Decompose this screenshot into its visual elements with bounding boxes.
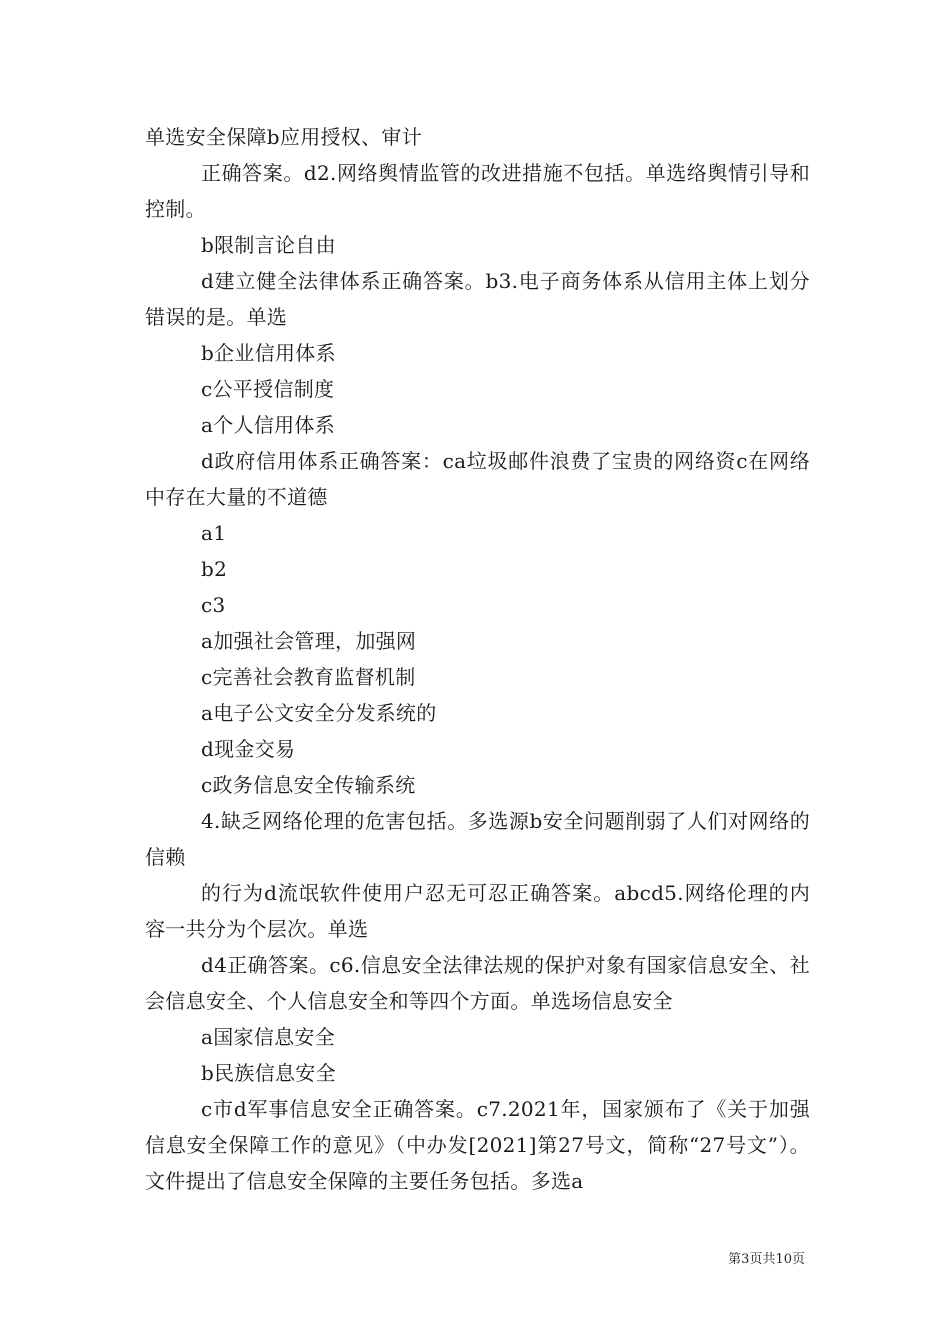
paragraph: a电子公文安全分发系统的 — [201, 701, 437, 725]
paragraph: 4.缺乏网络伦理的危害包括。多选源b安全问题削弱了人们对网络的信赖 — [145, 809, 810, 869]
paragraph: 单选安全保障b应用授权、审计 — [145, 125, 423, 149]
paragraph: a个人信用体系 — [201, 413, 336, 437]
paragraph: c完善社会教育监督机制 — [201, 665, 416, 689]
paragraph: d现金交易 — [201, 737, 296, 761]
paragraph: a加强社会管理，加强网 — [201, 629, 417, 653]
paragraph: 正确答案。d2.网络舆情监管的改进措施不包括。单选络舆情引导和控制。 — [145, 161, 810, 221]
paragraph: c市d军事信息安全正确答案。c7.2021年，国家颁布了《关于加强信息安全保障工作的意见》（中办发[2021]第27号文，简称“27号文”）。文件提出了信息安全保障的主要任务包括。多选a — [145, 1097, 810, 1193]
page-number-footer: 第3页共10页 — [728, 1252, 805, 1267]
paragraph: b民族信息安全 — [201, 1061, 336, 1085]
paragraph: a国家信息安全 — [201, 1025, 336, 1049]
paragraph: a1 — [201, 521, 227, 545]
paragraph: 的行为d流氓软件使用户忍无可忍正确答案。abcd5.网络伦理的内容一共分为个层次。单选 — [145, 881, 810, 941]
paragraph: c3 — [201, 593, 226, 617]
paragraph: d4正确答案。c6.信息安全法律法规的保护对象有国家信息安全、社会信息安全、个人信息安全和等四个方面。单选场信息安全 — [145, 953, 810, 1013]
paragraph: c公平授信制度 — [201, 377, 335, 401]
paragraph: c政务信息安全传输系统 — [201, 773, 416, 797]
paragraph: b限制言论自由 — [201, 233, 336, 257]
paragraph: b企业信用体系 — [201, 341, 336, 365]
paragraph: b2 — [201, 557, 228, 581]
paragraph: d政府信用体系正确答案：ca垃圾邮件浪费了宝贵的网络资c在网络中存在大量的不道德 — [145, 449, 810, 509]
document-body — [145, 119, 810, 1199]
paragraph: d建立健全法律体系正确答案。b3.电子商务体系从信用主体上划分错误的是。单选 — [145, 269, 810, 329]
